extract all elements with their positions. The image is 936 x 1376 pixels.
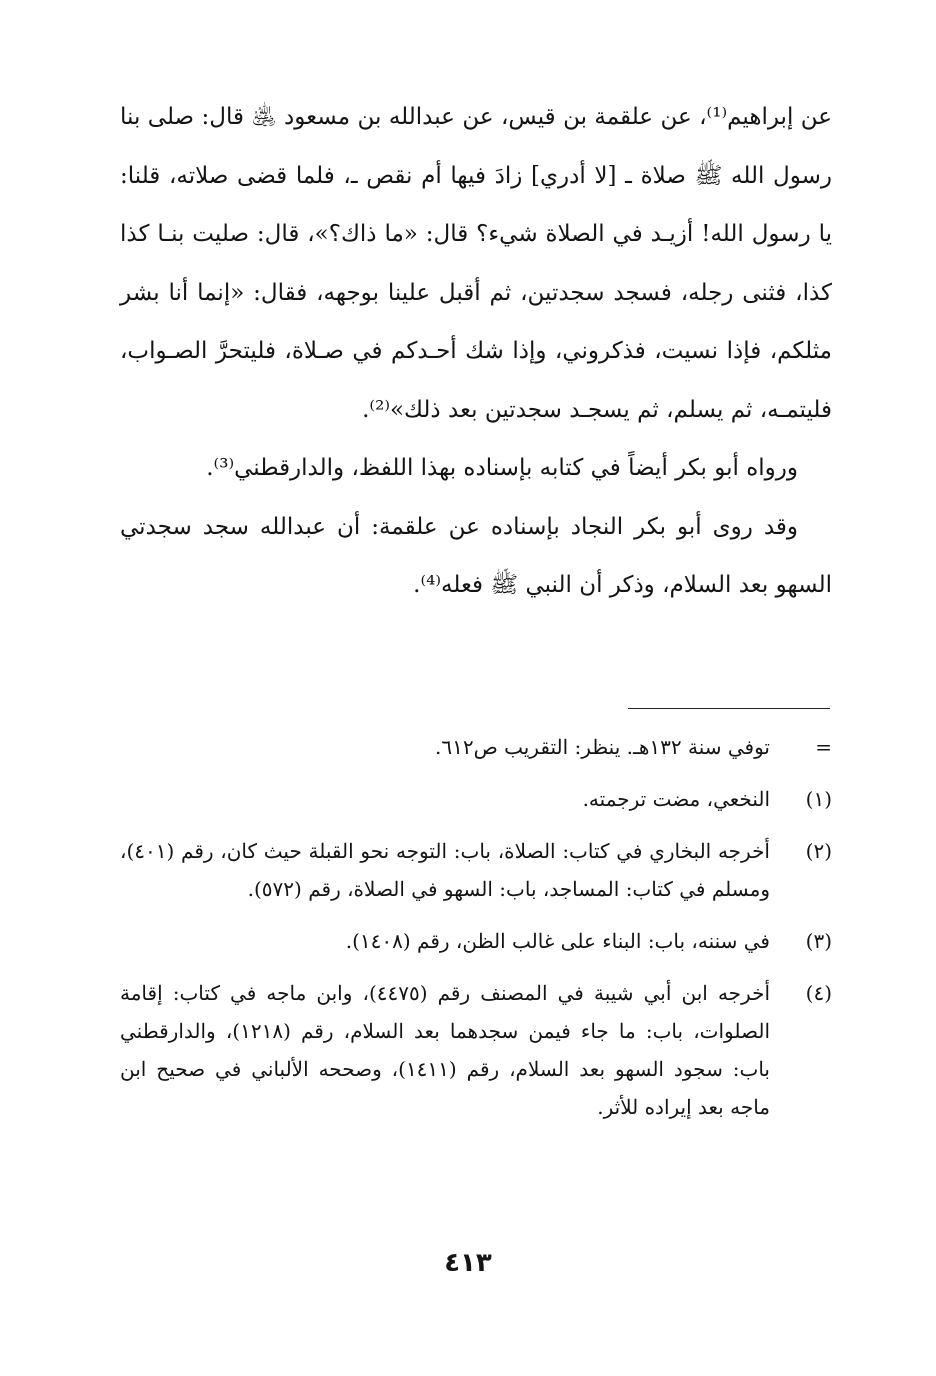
paragraph-abu-bakr: ورواه أبو بكر أيضاً في كتابه بإسناده بهذا اللفظ، والدارقطني⁽³⁾.	[206, 455, 798, 481]
footnote-text: أخرجه ابن أبي شيبة في المصنف رقم (٤٤٧٥)، وابن ماجه في كتاب: إقامة الصلوات، باب: ما جاء فيمن سجدهما بعد السلام، رقم (١٢١٨)، والدارقطني باب: سجود السهو بعد السلام، رقم (١٤١١)، وصححه الألباني في صحيح ابن ماجه بعد إيراده للأثر.	[120, 981, 770, 1119]
footnote-marker: (٢)	[805, 839, 832, 863]
footnote-text: في سننه، باب: البناء على غالب الظن، رقم (١٤٠٨).	[345, 929, 770, 953]
footnote-text: النخعي، مضت ترجمته.	[582, 787, 770, 811]
footnote-2	[120, 832, 832, 908]
footnote-text: أخرجه البخاري في كتاب: الصلاة، باب: التوجه نحو القبلة حيث كان، رقم (٤٠١)، ومسلم في كتاب: المساجد، باب: السهو في الصلاة، رقم (٥٧٢).	[120, 839, 770, 901]
footnote-1	[120, 780, 832, 818]
footnote-text: توفي سنة ١٣٢هـ. ينظر: التقريب ص٦١٢.	[434, 735, 770, 759]
footnote-marker: (٤)	[805, 981, 832, 1005]
main-text	[120, 88, 832, 615]
footnote-4	[120, 974, 832, 1126]
footnote-3	[120, 922, 832, 960]
page-number: ٤١٣	[444, 1248, 492, 1278]
footnote-separator	[628, 708, 830, 709]
footnote-marker: =	[815, 735, 832, 759]
paragraph-najjad: وقد روى أبو بكر النجاد بإسناده عن علقمة: أن عبدالله سجد سجدتي السهو بعد السلام، وذكر أن النبي ﷺ فعله⁽⁴⁾.	[120, 513, 832, 598]
footnotes	[120, 728, 832, 1140]
footnote-continuation	[120, 728, 832, 766]
paragraph-hadith: عن إبراهيم⁽¹⁾، عن علقمة بن قيس، عن عبدالله بن مسعود ﵁ قال: صلى بنا رسول الله ﷺ صلاة ـ [لا أدري] زادَ فيها أم نقص ـ، فلما قضى صلاته، قلنا: يا رسول الله! أزيـد في الصلاة شيء؟ قال: «ما ذاك؟»، قال: صليت بنـا كذا كذا، فثنى رجله، فسجد سجدتين، ثم أقبل علينا بوجهه، فقال: «إنما أنا بشر مثلكم، فإذا نسيت، فذكروني، وإذا شك أحـدكم في صـلاة، فليتحرَّ الصـواب، فليتمـه، ثم يسلم، ثم يسجـد سجدتين بعد ذلك»⁽²⁾.	[120, 104, 832, 423]
footnote-marker: (٣)	[805, 929, 832, 953]
footnote-marker: (١)	[805, 787, 832, 811]
